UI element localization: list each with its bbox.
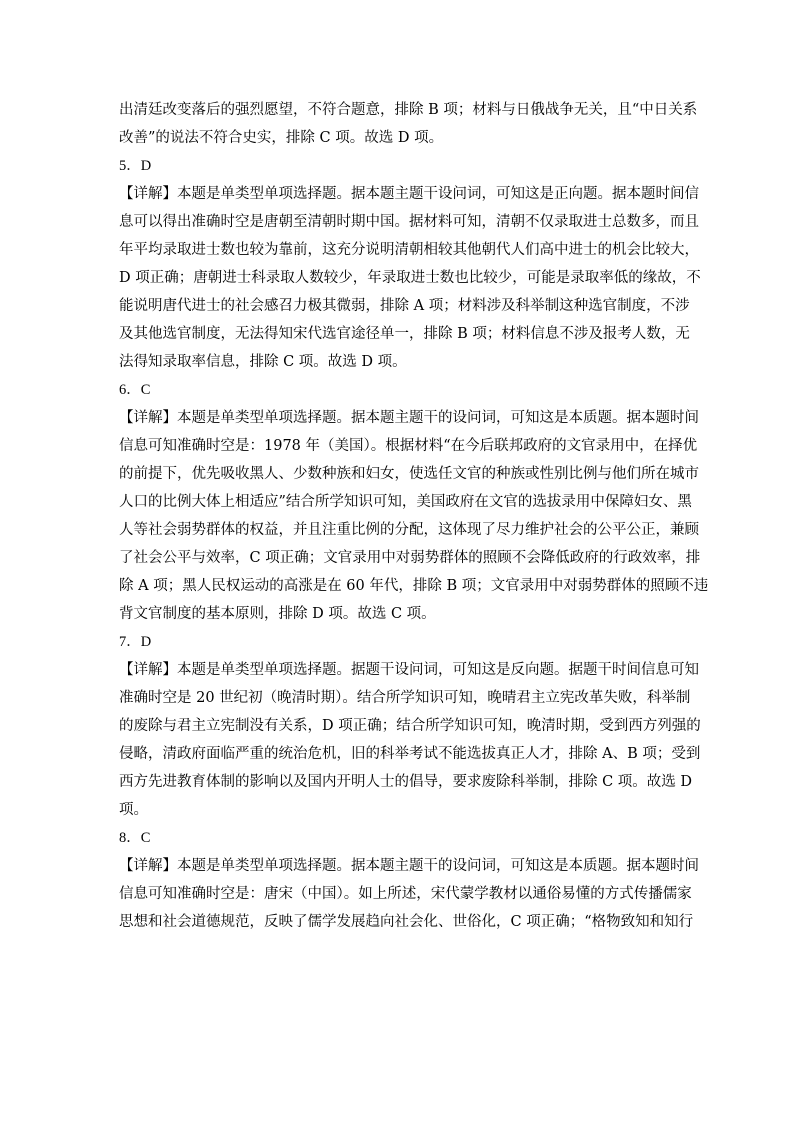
text-line: 信息可知准确时空是：唐宋（中国）。如上所述，宋代蒙学教材以通俗易懂的方式传播儒家 <box>119 886 692 902</box>
explanation-paragraph <box>119 404 709 628</box>
text-line: 信息可知准确时空是：1978 年（美国）。根据材料“在今后联邦政府的文官录用中，在择优 <box>119 438 698 454</box>
text-line: 息可以得出准确时空是唐朝至清朝时期中国。据材料可知，清朝不仅录取进士总数多，而且 <box>119 214 699 230</box>
explanation-paragraph <box>119 96 698 152</box>
text-line: 的前提下，优先吸收黑人、少数种族和妇女，使选任文官的种族或性别比例与他们所在城市 <box>119 466 699 482</box>
text-line: 除 A 项；黑人民权运动的高涨是在 60 年代，排除 B 项；文官录用中对弱势群体的照顾不违 <box>119 578 709 594</box>
text-line: 思想和社会道德规范，反映了儒学发展趋向社会化、世俗化，C 项正确；“格物致知和知行 <box>119 914 694 930</box>
text-line: 人口的比例大体上相适应”结合所学知识可知，美国政府在文官的选拔录用中保障妇女、黑 <box>119 494 692 510</box>
text-line: 能说明唐代进士的社会感召力极其微弱，排除 A 项；材料涉及科举制这种选官制度，不涉 <box>119 298 690 314</box>
text-line: 西方先进教育体制的影响以及国内开明人士的倡导，要求废除科举制，排除 C 项。故选 D <box>119 774 693 790</box>
text-line: 6．C <box>119 382 151 398</box>
text-line: 侵略，清政府面临严重的统治危机，旧的科举考试不能选拔真正人才，排除 A、B 项；受到 <box>119 746 701 762</box>
text-line: 8．C <box>119 830 151 846</box>
text-line: 及其他选官制度，无法得知宋代选官途径单一，排除 B 项；材料信息不涉及报考人数，无 <box>119 326 690 342</box>
text-line: 【详解】本题是单类型单项选择题。据本题主题干的设问词，可知这是本质题。据本题时间 <box>119 858 699 874</box>
text-line: 【详解】本题是单类型单项选择题。据题干设问词，可知这是反向题。据题干时间信息可知 <box>119 662 699 678</box>
text-line: 5．D <box>119 158 152 174</box>
text-line: 人等社会弱势群体的权益，并且注重比例的分配，这体现了尽力维护社会的公平公正，兼顾 <box>119 522 699 538</box>
text-line: 准确时空是 20 世纪初（晚清时期）。结合所学知识可知，晚晴君主立宪改革失败，科举制 <box>119 690 691 706</box>
text-line: 出清廷改变落后的强烈愿望，不符合题意，排除 B 项；材料与日俄战争无关，且“中日关系 <box>119 102 698 118</box>
answer-key <box>119 628 677 656</box>
text-line: 改善”的说法不符合史实，排除 C 项。故选 D 项。 <box>119 130 444 146</box>
text-line: 项。 <box>119 802 148 818</box>
text-line: D 项正确；唐朝进士科录取人数较少，年录取进士数也比较少，可能是录取率低的缘故，不 <box>119 270 701 286</box>
text-line: 7．D <box>119 634 152 650</box>
document-body <box>119 96 709 936</box>
answer-key <box>119 824 677 852</box>
text-line: 【详解】本题是单类型单项选择题。据本题主题干设问词，可知这是正向题。据本题时间信 <box>119 186 699 202</box>
text-line: 法得知录取率信息，排除 C 项。故选 D 项。 <box>119 354 407 370</box>
text-line: 的废除与君主立宪制没有关系，D 项正确；结合所学知识可知，晚清时期，受到西方列强的 <box>119 718 701 734</box>
explanation-paragraph <box>119 852 699 936</box>
answer-key <box>119 152 677 180</box>
text-line: 了社会公平与效率，C 项正确；文官录用中对弱势群体的照顾不会降低政府的行政效率，排 <box>119 550 701 566</box>
text-line: 年平均录取进士数也较为靠前，这充分说明清朝相较其他朝代人们高中进士的机会比较大， <box>119 242 699 258</box>
explanation-paragraph <box>119 180 701 376</box>
answer-key <box>119 376 677 404</box>
explanation-paragraph <box>119 656 701 824</box>
text-line: 背文官制度的基本原则，排除 D 项。故选 C 项。 <box>119 606 436 622</box>
text-line: 【详解】本题是单类型单项选择题。据本题主题干的设问词，可知这是本质题。据本题时间 <box>119 410 699 426</box>
